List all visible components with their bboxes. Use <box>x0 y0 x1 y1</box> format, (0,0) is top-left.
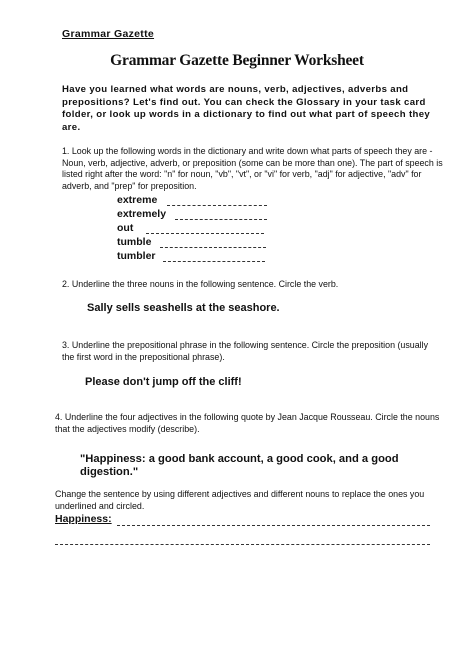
answer-blank-3[interactable] <box>146 233 264 234</box>
answer-blank-1[interactable] <box>167 205 267 206</box>
page-title: Grammar Gazette Beginner Worksheet <box>110 52 364 69</box>
answer-blank-5[interactable] <box>163 261 265 262</box>
answer-blank-4[interactable] <box>160 247 266 248</box>
answer-line-2[interactable] <box>55 544 430 545</box>
rousseau-quote: "Happiness: a good bank account, a good cook, and a good digestion." <box>80 453 399 478</box>
word-extremely: extremely <box>117 208 167 220</box>
question-4-instruction: Change the sentence by using different adjectives and different nouns to replace the ones you underlined and circled. <box>55 489 425 511</box>
question-2-sentence: Sally sells seashells at the seashore. <box>87 302 280 314</box>
masthead: Grammar Gazette <box>62 28 155 40</box>
word-tumbler: tumbler <box>117 250 156 262</box>
answer-line-label: Happiness: <box>55 513 112 525</box>
answer-blank-2[interactable] <box>175 219 267 220</box>
question-4-text: 4. Underline the four adjectives in the following quote by Jean Jacque Rousseau. Circle the nouns that the adjectives modify (describe). <box>55 412 440 434</box>
question-2-text: 2. Underline the three nouns in the following sentence. Circle the verb. <box>62 279 339 289</box>
question-1-text: 1. Look up the following words in the dictionary and write down what parts of speech they are - Noun, verb, adjective, adverb, or preposition (some can be more than one). The part of speech is listed right after the word: "n" for noun, "vb", "vt", or "vi" for verb, "adj" for adjective, "adv" for adverb, and "prep" for preposition. <box>62 146 443 191</box>
intro-paragraph: Have you learned what words are nouns, verb, adjectives, adverbs and prepositions? Let's find out. You can check the Glossary in your task card folder, or look up words in a dictionary to find out what part of speech they are. <box>62 84 431 133</box>
question-3-text: 3. Underline the prepositional phrase in the following sentence. Circle the preposition (usually the first word in the prepositional phrase). <box>62 340 429 362</box>
word-extreme: extreme <box>117 194 158 206</box>
word-out: out <box>117 222 134 234</box>
answer-line-1[interactable] <box>117 525 430 526</box>
question-3-sentence: Please don't jump off the cliff! <box>85 376 242 388</box>
word-tumble: tumble <box>117 236 152 248</box>
